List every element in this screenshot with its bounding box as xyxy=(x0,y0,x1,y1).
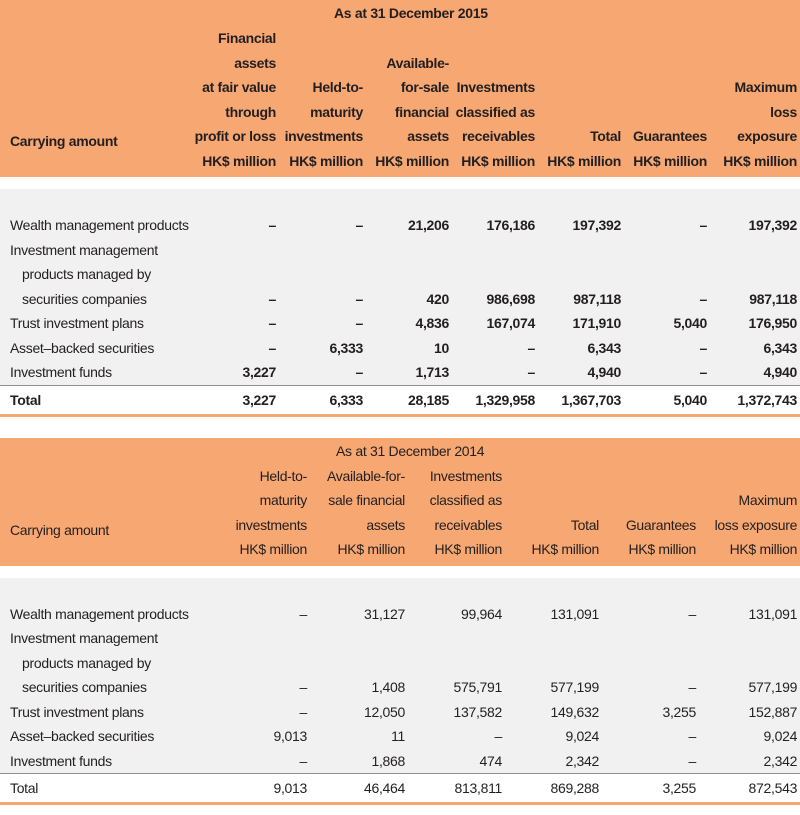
table-cell: 4,836 xyxy=(366,311,452,336)
row-label: Investment funds xyxy=(0,360,194,385)
column-header xyxy=(538,26,624,177)
row-label: securities companies xyxy=(0,287,194,312)
table-2015-total-row xyxy=(0,385,800,414)
column-header-line: Guarantees xyxy=(625,516,696,533)
table-cell: – xyxy=(216,700,310,725)
column-header-line: Total xyxy=(590,128,621,144)
column-header xyxy=(699,464,800,566)
column-header-line: HK$ million xyxy=(289,152,363,169)
table-cell: 149,632 xyxy=(505,700,602,725)
table-cell xyxy=(699,626,800,651)
column-header-line: classified as xyxy=(455,103,535,120)
column-header-line: HK$ million xyxy=(337,541,405,557)
column-header-line: HK$ million xyxy=(202,152,276,169)
table-cell xyxy=(505,626,602,651)
column-header-line: assets xyxy=(407,128,449,144)
table-cell: 131,091 xyxy=(699,602,800,627)
table-cell: 6,343 xyxy=(710,336,800,361)
table-cell xyxy=(699,651,800,676)
column-header-line: HK$ million xyxy=(547,152,621,169)
table-cell: – xyxy=(602,749,699,774)
table-cell: 176,186 xyxy=(452,213,538,238)
table-cell: – xyxy=(452,336,538,361)
table-cell: 2,342 xyxy=(699,749,800,774)
column-header-line: sale financial xyxy=(328,492,405,508)
total-cell: 6,333 xyxy=(279,385,366,414)
column-header-line: loss exposure xyxy=(714,516,798,533)
column-header-line: HK$ million xyxy=(633,152,707,169)
total-cell: 1,372,743 xyxy=(710,385,800,414)
table-row xyxy=(0,311,800,336)
table-cell: 577,199 xyxy=(505,675,602,700)
table-cell: – xyxy=(216,602,310,627)
table-cell xyxy=(194,262,279,287)
table-cell xyxy=(505,651,602,676)
table-cell: 197,392 xyxy=(710,213,800,238)
column-header xyxy=(366,26,452,177)
column-header-line: maturity xyxy=(310,103,363,120)
row-label: Investment management xyxy=(0,238,194,263)
table-cell: 1,868 xyxy=(310,749,408,774)
table-cell xyxy=(538,262,624,287)
table-2015-caption: As at 31 December 2015 xyxy=(194,0,800,26)
column-header-line: classified as xyxy=(429,492,502,508)
total-cell: 1,329,958 xyxy=(452,385,538,414)
table-cell xyxy=(452,238,538,263)
column-header-line: Available-for- xyxy=(326,467,405,484)
row-label: products managed by xyxy=(0,262,194,287)
table-cell: 137,582 xyxy=(408,700,505,725)
table-cell: 99,964 xyxy=(408,602,505,627)
column-header xyxy=(505,464,602,566)
column-header-line: Maximum xyxy=(734,79,797,95)
table-cell: 986,698 xyxy=(452,287,538,312)
row-label: Investment funds xyxy=(0,749,216,774)
table-cell: 575,791 xyxy=(408,675,505,700)
table-cell: 987,118 xyxy=(710,287,800,312)
table-cell xyxy=(279,262,366,287)
table-cell: 1,713 xyxy=(366,360,452,385)
table-cell: 131,091 xyxy=(505,602,602,627)
column-header-line: loss xyxy=(770,103,797,120)
table-cell xyxy=(216,626,310,651)
column-header-line: receivables xyxy=(434,516,502,533)
table-cell: 9,024 xyxy=(699,724,800,749)
table-2014 xyxy=(0,438,800,806)
total-cell: 46,464 xyxy=(310,774,408,803)
column-header-line: profit or loss xyxy=(194,128,276,144)
column-header-line: Maximum xyxy=(738,492,798,508)
total-cell: 813,811 xyxy=(408,774,505,803)
table-cell: – xyxy=(602,724,699,749)
table-cell: – xyxy=(624,287,710,312)
total-cell: 5,040 xyxy=(624,385,710,414)
table-cell xyxy=(194,238,279,263)
table-cell: 1,408 xyxy=(310,675,408,700)
table-cell: 176,950 xyxy=(710,311,800,336)
table-cell: 197,392 xyxy=(538,213,624,238)
column-header-line: Investments xyxy=(429,467,502,484)
table-cell xyxy=(602,651,699,676)
column-header xyxy=(602,464,699,566)
table-cell: – xyxy=(408,724,505,749)
table-2014-header-row xyxy=(0,464,800,566)
table-cell: – xyxy=(624,213,710,238)
table-cell xyxy=(452,262,538,287)
table-cell: 5,040 xyxy=(624,311,710,336)
total-label: Total xyxy=(0,385,194,414)
column-header xyxy=(452,26,538,177)
table-cell: 3,255 xyxy=(602,700,699,725)
table-2014-total-row xyxy=(0,774,800,803)
table-cell xyxy=(624,238,710,263)
table-row xyxy=(0,675,800,700)
column-header xyxy=(408,464,505,566)
table-cell xyxy=(366,262,452,287)
total-cell: 1,367,703 xyxy=(538,385,624,414)
row-label: Asset–backed securities xyxy=(0,336,194,361)
column-header xyxy=(624,26,710,177)
table-cell: 11 xyxy=(310,724,408,749)
column-header-line: Held-to- xyxy=(259,467,307,484)
table-row xyxy=(0,238,800,263)
table-cell: 6,343 xyxy=(538,336,624,361)
column-header-line: Total xyxy=(570,516,599,533)
table-cell: 4,940 xyxy=(710,360,800,385)
table-cell xyxy=(602,626,699,651)
row-label: Asset–backed securities xyxy=(0,724,216,749)
table-cell xyxy=(310,651,408,676)
table-row xyxy=(0,262,800,287)
table-row xyxy=(0,360,800,385)
table-cell: – xyxy=(194,336,279,361)
row-label: Trust investment plans xyxy=(0,700,216,725)
table-cell: – xyxy=(279,213,366,238)
table-cell xyxy=(408,626,505,651)
table-cell: 9,024 xyxy=(505,724,602,749)
column-header-line: HK$ million xyxy=(531,541,599,557)
table-cell: 167,074 xyxy=(452,311,538,336)
column-header-line: Financial xyxy=(218,30,276,46)
table-cell xyxy=(710,238,800,263)
table-cell: – xyxy=(602,675,699,700)
table-cell: 10 xyxy=(366,336,452,361)
column-header-line: at fair value xyxy=(202,79,276,95)
table-cell xyxy=(538,238,624,263)
table-cell: 577,199 xyxy=(699,675,800,700)
table-cell: – xyxy=(279,287,366,312)
table-row xyxy=(0,724,800,749)
row-label: securities companies xyxy=(0,675,216,700)
table-row xyxy=(0,602,800,627)
row-label: Investment management xyxy=(0,626,216,651)
table-cell: – xyxy=(452,360,538,385)
table-cell: 987,118 xyxy=(538,287,624,312)
table-row xyxy=(0,336,800,361)
table-cell: 2,342 xyxy=(505,749,602,774)
table-cell: – xyxy=(279,311,366,336)
row-label: Wealth management products xyxy=(0,213,194,238)
table-cell: – xyxy=(194,311,279,336)
total-cell: 872,543 xyxy=(699,774,800,803)
table-row xyxy=(0,287,800,312)
table-cell: 12,050 xyxy=(310,700,408,725)
row-header-label: Carrying amount xyxy=(0,464,216,566)
table-cell: 171,910 xyxy=(538,311,624,336)
table-cell xyxy=(279,238,366,263)
row-header-label: Carrying amount xyxy=(0,26,194,177)
column-header-line: HK$ million xyxy=(434,541,502,557)
table-cell xyxy=(710,262,800,287)
table-cell: – xyxy=(624,336,710,361)
column-header-line: exposure xyxy=(737,128,797,144)
column-header-line: investments xyxy=(284,128,363,144)
table-cell: 3,227 xyxy=(194,360,279,385)
column-header-line: investments xyxy=(235,516,307,533)
total-cell: 3,255 xyxy=(602,774,699,803)
column-header-line: HK$ million xyxy=(239,541,307,557)
table-cell: – xyxy=(194,213,279,238)
column-header-line: Held-to- xyxy=(312,79,363,95)
column-header-line: Available- xyxy=(386,54,449,71)
table-cell: – xyxy=(279,360,366,385)
table-cell: 4,940 xyxy=(538,360,624,385)
total-label: Total xyxy=(0,774,216,803)
row-label: Trust investment plans xyxy=(0,311,194,336)
table-cell xyxy=(408,651,505,676)
table-cell: 474 xyxy=(408,749,505,774)
column-header-line: maturity xyxy=(259,492,307,508)
column-header-line: Guarantees xyxy=(632,128,707,144)
column-header xyxy=(194,26,279,177)
column-header-line: Investments xyxy=(456,79,535,95)
table-row xyxy=(0,626,800,651)
table-cell: – xyxy=(624,360,710,385)
column-header-line: HK$ million xyxy=(375,152,449,169)
table-cell: – xyxy=(216,675,310,700)
column-header xyxy=(279,26,366,177)
column-header-line: HK$ million xyxy=(628,541,696,557)
total-cell: 9,013 xyxy=(216,774,310,803)
column-header-line: HK$ million xyxy=(723,152,797,169)
column-header-line: assets xyxy=(366,516,405,533)
table-row xyxy=(0,749,800,774)
column-header-line: HK$ million xyxy=(461,152,535,169)
column-header-line: HK$ million xyxy=(729,541,798,557)
total-cell: 869,288 xyxy=(505,774,602,803)
row-label: Wealth management products xyxy=(0,602,216,627)
column-header-line: for-sale xyxy=(400,79,449,95)
table-cell: 6,333 xyxy=(279,336,366,361)
table-row xyxy=(0,651,800,676)
table-cell: 31,127 xyxy=(310,602,408,627)
table-cell: – xyxy=(602,602,699,627)
table-cell: 21,206 xyxy=(366,213,452,238)
table-row xyxy=(0,700,800,725)
table-cell: 152,887 xyxy=(699,700,800,725)
column-header xyxy=(310,464,408,566)
table-cell: 9,013 xyxy=(216,724,310,749)
column-header-line: receivables xyxy=(462,128,535,144)
row-label: products managed by xyxy=(0,651,216,676)
table-cell xyxy=(366,238,452,263)
table-cell xyxy=(310,626,408,651)
column-header-line: through xyxy=(225,103,276,120)
column-header-line: financial xyxy=(394,103,449,120)
column-header xyxy=(710,26,800,177)
table-cell: – xyxy=(216,749,310,774)
column-header-line: assets xyxy=(234,54,276,71)
table-cell xyxy=(624,262,710,287)
total-cell: 3,227 xyxy=(194,385,279,414)
table-cell: 420 xyxy=(366,287,452,312)
table-2015-header-row xyxy=(0,26,800,177)
table-cell xyxy=(216,651,310,676)
column-header xyxy=(216,464,310,566)
table-row xyxy=(0,213,800,238)
table-2014-caption: As at 31 December 2014 xyxy=(216,438,800,464)
total-cell: 28,185 xyxy=(366,385,452,414)
table-cell: – xyxy=(194,287,279,312)
